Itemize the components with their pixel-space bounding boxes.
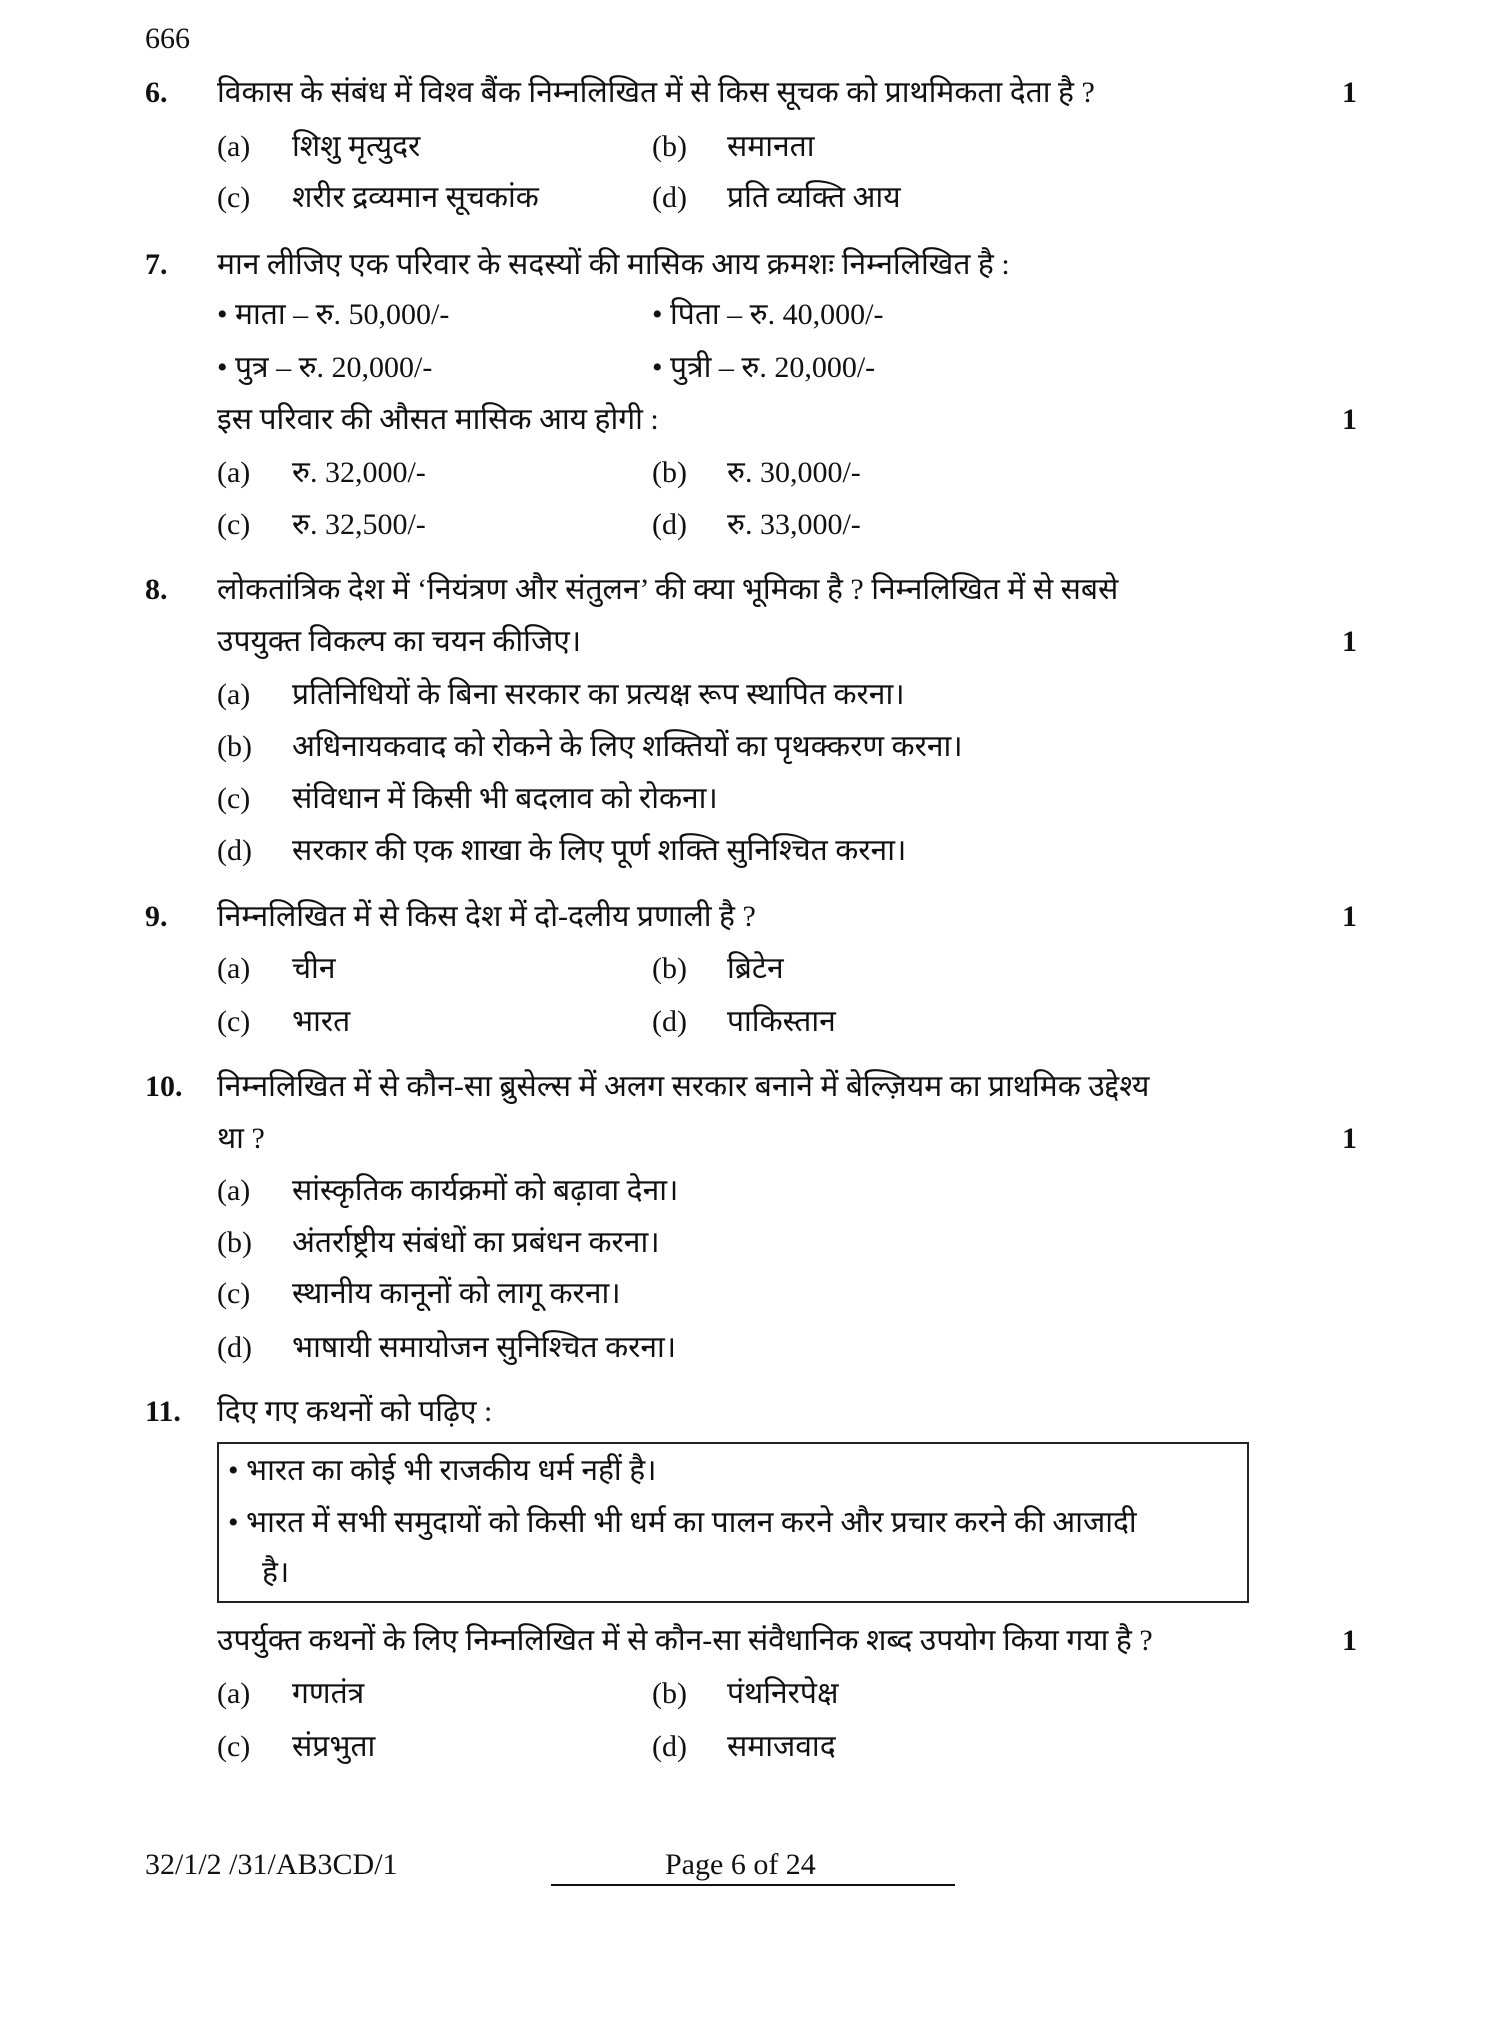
income-item: • पुत्र – रु. 20,000/- [217,351,433,384]
option-label: (b) [652,1677,687,1710]
option-label: (d) [652,1730,687,1763]
question-text: निम्नलिखित में से किस देश में दो-दलीय प्रणाली है ? [217,900,756,933]
option-text: स्थानीय कानूनों को लागू करना। [292,1277,621,1310]
question-number: 10. [145,1070,183,1103]
option-label: (a) [217,1174,251,1207]
option-label: (d) [652,508,687,541]
option-label: (a) [217,130,251,163]
option-text: भाषायी समायोजन सुनिश्चित करना। [292,1331,677,1364]
option-label: (a) [217,678,251,711]
question-text: लोकतांत्रिक देश में ‘नियंत्रण और संतुलन’ की क्या भूमिका है ? निम्नलिखित में से सबसे [217,573,1119,606]
question-text: मान लीजिए एक परिवार के सदस्यों की मासिक आय क्रमशः निम्नलिखित है : [217,248,1010,281]
income-item: • माता – रु. 50,000/- [217,298,450,331]
option-text: अंतर्राष्ट्रीय संबंधों का प्रबंधन करना। [292,1226,660,1259]
marks: 1 [1342,625,1357,658]
option-label: (d) [652,181,687,214]
question-number: 9. [145,900,168,933]
option-text: चीन [292,952,336,985]
option-label: (c) [217,1277,251,1310]
option-text: भारत [292,1005,351,1038]
option-text: प्रति व्यक्ति आय [727,181,901,214]
question-number: 6. [145,76,168,109]
statement: • भारत का कोई भी राजकीय धर्म नहीं है। [228,1454,657,1487]
question-number: 11. [145,1395,181,1428]
option-text: रु. 30,000/- [727,456,861,489]
option-label: (b) [652,456,687,489]
option-label: (a) [217,1677,251,1710]
footer-underline [551,1884,955,1886]
option-label: (b) [652,130,687,163]
option-text: समानता [727,130,815,163]
option-label: (a) [217,456,251,489]
option-label: (a) [217,952,251,985]
marks: 1 [1342,403,1357,436]
question-text: था ? [217,1122,265,1155]
page-number: Page 6 of 24 [665,1848,816,1881]
option-label: (d) [217,834,252,867]
option-text: समाजवाद [727,1730,836,1763]
option-text: संप्रभुता [292,1730,376,1763]
option-label: (c) [217,782,251,815]
option-label: (c) [217,1730,251,1763]
question-prompt: उपर्युक्त कथनों के लिए निम्नलिखित में से कौन-सा संवैधानिक शब्द उपयोग किया गया है ? [217,1624,1153,1657]
statement-continuation: है। [262,1556,290,1589]
option-label: (d) [217,1331,252,1364]
option-text: पाकिस्तान [727,1005,836,1038]
income-item: • पुत्री – रु. 20,000/- [652,351,876,384]
option-text: शिशु मृत्युदर [292,130,421,163]
question-prompt: इस परिवार की औसत मासिक आय होगी : [217,403,659,436]
option-text: सरकार की एक शाखा के लिए पूर्ण शक्ति सुनिश्चित करना। [292,834,907,867]
option-text: ब्रिटेन [727,952,784,985]
option-text: संविधान में किसी भी बदलाव को रोकना। [292,782,718,815]
option-label: (c) [217,1005,251,1038]
marks: 1 [1342,900,1357,933]
marks: 1 [1342,1122,1357,1155]
question-number: 7. [145,248,168,281]
option-text: रु. 33,000/- [727,508,861,541]
question-number: 8. [145,573,168,606]
option-label: (c) [217,508,251,541]
option-label: (b) [217,1226,252,1259]
option-text: प्रतिनिधियों के बिना सरकार का प्रत्यक्ष रूप स्थापित करना। [292,678,905,711]
option-text: अधिनायकवाद को रोकने के लिए शक्तियों का पृथक्करण करना। [292,730,963,763]
page-top-number: 666 [145,22,190,55]
income-item: • पिता – रु. 40,000/- [652,298,884,331]
option-text: गणतंत्र [292,1677,365,1710]
option-text: सांस्कृतिक कार्यक्रमों को बढ़ावा देना। [292,1174,679,1207]
option-text: रु. 32,500/- [292,508,426,541]
option-label: (d) [652,1005,687,1038]
marks: 1 [1342,1624,1357,1657]
option-text: शरीर द्रव्यमान सूचकांक [292,181,539,214]
option-label: (b) [652,952,687,985]
option-text: रु. 32,000/- [292,456,426,489]
option-label: (c) [217,181,251,214]
question-text: विकास के संबंध में विश्व बैंक निम्नलिखित में से किस सूचक को प्राथमिकता देता है ? [217,76,1095,109]
paper-code: 32/1/2 /31/AB3CD/1 [145,1848,398,1881]
option-label: (b) [217,730,252,763]
question-text: उपयुक्त विकल्प का चयन कीजिए। [217,625,582,658]
option-text: पंथनिरपेक्ष [727,1677,839,1710]
marks: 1 [1342,76,1357,109]
statement: • भारत में सभी समुदायों को किसी भी धर्म का पालन करने और प्रचार करने की आजादी [228,1506,1137,1539]
question-text: निम्नलिखित में से कौन-सा ब्रुसेल्स में अलग सरकार बनाने में बेल्ज़ियम का प्राथमिक उद्देश्य [217,1070,1150,1103]
question-text: दिए गए कथनों को पढ़िए : [217,1395,493,1428]
